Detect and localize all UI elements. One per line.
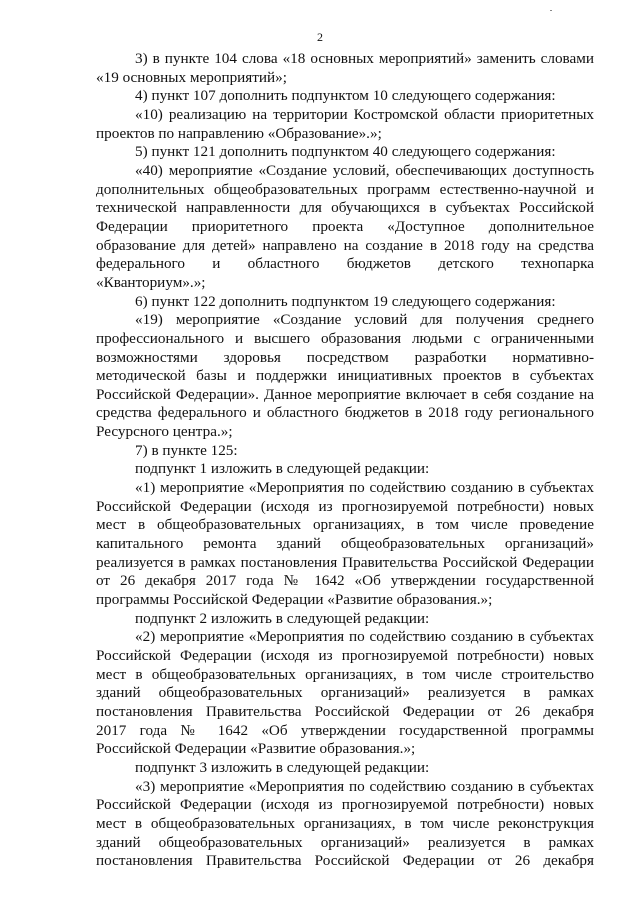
document-body xyxy=(96,50,594,871)
text-line: «19) мероприятие «Создание условий для получения среднего xyxy=(135,311,594,329)
text-line: Российской Федерации (исходя из прогнозируемой потребности) новых xyxy=(96,796,594,814)
text-line: «40) мероприятие «Создание условий, обеспечивающих доступность xyxy=(135,161,594,179)
text-line: Российской Федерации». Данное мероприятие включает в себя создание на xyxy=(96,385,594,403)
scan-speck xyxy=(550,10,552,11)
text-line: методической базы и поддержки инициативных проектов в субъектах xyxy=(96,367,594,385)
text-line: 6) пункт 122 дополнить подпунктом 19 следующего содержания: xyxy=(135,292,556,310)
text-line: 4) пункт 107 дополнить подпунктом 10 следующего содержания: xyxy=(135,87,556,105)
text-line: программы Российской Федерации «Развитие образования.»; xyxy=(96,591,493,609)
text-line: постановления Правительства Российской Федерации от 26 декабря xyxy=(96,852,594,870)
text-line: «10) реализацию на территории Костромской области приоритетных xyxy=(135,105,594,123)
text-line: мест в общеобразовательных организациях, в том числе реконструкция xyxy=(96,814,594,832)
text-line: 5) пункт 121 дополнить подпунктом 40 следующего содержания: xyxy=(135,143,556,161)
text-line: федерального и областного бюджетов детского технопарка xyxy=(96,255,594,273)
text-line: Российской Федерации (исходя из прогнозируемой потребности) новых xyxy=(96,647,594,664)
text-line: мест в общеобразовательных организациях, в том числе проведение xyxy=(96,516,594,534)
text-line: «2) мероприятие «Мероприятия по содействию созданию в субъектах xyxy=(135,628,594,646)
text-line: мест в общеобразовательных организациях, в том числе строительство xyxy=(96,665,594,683)
text-line: постановления Правительства Российской Федерации от 26 декабря xyxy=(96,702,594,720)
text-line: Российской Федерации (исходя из прогнозируемой потребности) новых xyxy=(96,497,594,515)
text-line: «1) мероприятие «Мероприятия по содействию созданию в субъектах xyxy=(135,479,594,497)
text-line: зданий общеобразовательных организаций» реализуется в рамках xyxy=(96,833,594,851)
text-line: Ресурсного центра.»; xyxy=(96,423,233,441)
text-line: профессионального и высшего образования людьми с ограниченными xyxy=(96,329,594,347)
text-line: «Кванториум».»; xyxy=(96,273,206,291)
page-number: 2 xyxy=(317,30,323,44)
text-line: образование для детей» направлено на создание в 2018 году на средства xyxy=(96,236,594,254)
text-line: «3) мероприятие «Мероприятия по содействию созданию в субъектах xyxy=(135,777,594,795)
text-line: технической направленности для обучающихся в субъектах Российской xyxy=(96,199,594,217)
text-line: зданий общеобразовательных организаций» реализуется в рамках xyxy=(96,684,594,702)
text-line: дополнительных общеобразовательных программ естественно-научной и xyxy=(96,180,594,198)
text-line: возможностями здоровья посредством разработки нормативно- xyxy=(96,348,594,366)
text-line: Федерации приоритетного проекта «Доступное дополнительное xyxy=(96,217,594,235)
text-line: реализуется в рамках постановления Правительства Российской Федерации xyxy=(96,553,594,571)
text-line: подпункт 3 изложить в следующей редакции: xyxy=(135,758,430,776)
text-line: капитального ремонта зданий общеобразовательных организаций» xyxy=(96,535,594,553)
text-line: проектов по направлению «Образование».»; xyxy=(96,124,382,142)
text-line: Российской Федерации «Развитие образования.»; xyxy=(96,740,416,758)
text-line: 2017 года № 1642 «Об утверждении государственной программы xyxy=(96,721,594,739)
text-line: 7) в пункте 125: xyxy=(135,441,238,459)
text-line: подпункт 2 изложить в следующей редакции: xyxy=(135,609,430,627)
text-line: средства федерального и областного бюджетов в 2018 году регионального xyxy=(96,404,594,422)
text-line: «19 основных мероприятий»; xyxy=(96,68,287,86)
text-line: подпункт 1 изложить в следующей редакции: xyxy=(135,460,430,478)
text-line: от 26 декабря 2017 года № 1642 «Об утверждении государственной xyxy=(96,572,594,590)
text-line: 3) в пункте 104 слова «18 основных мероприятий» заменить словами xyxy=(135,50,594,67)
